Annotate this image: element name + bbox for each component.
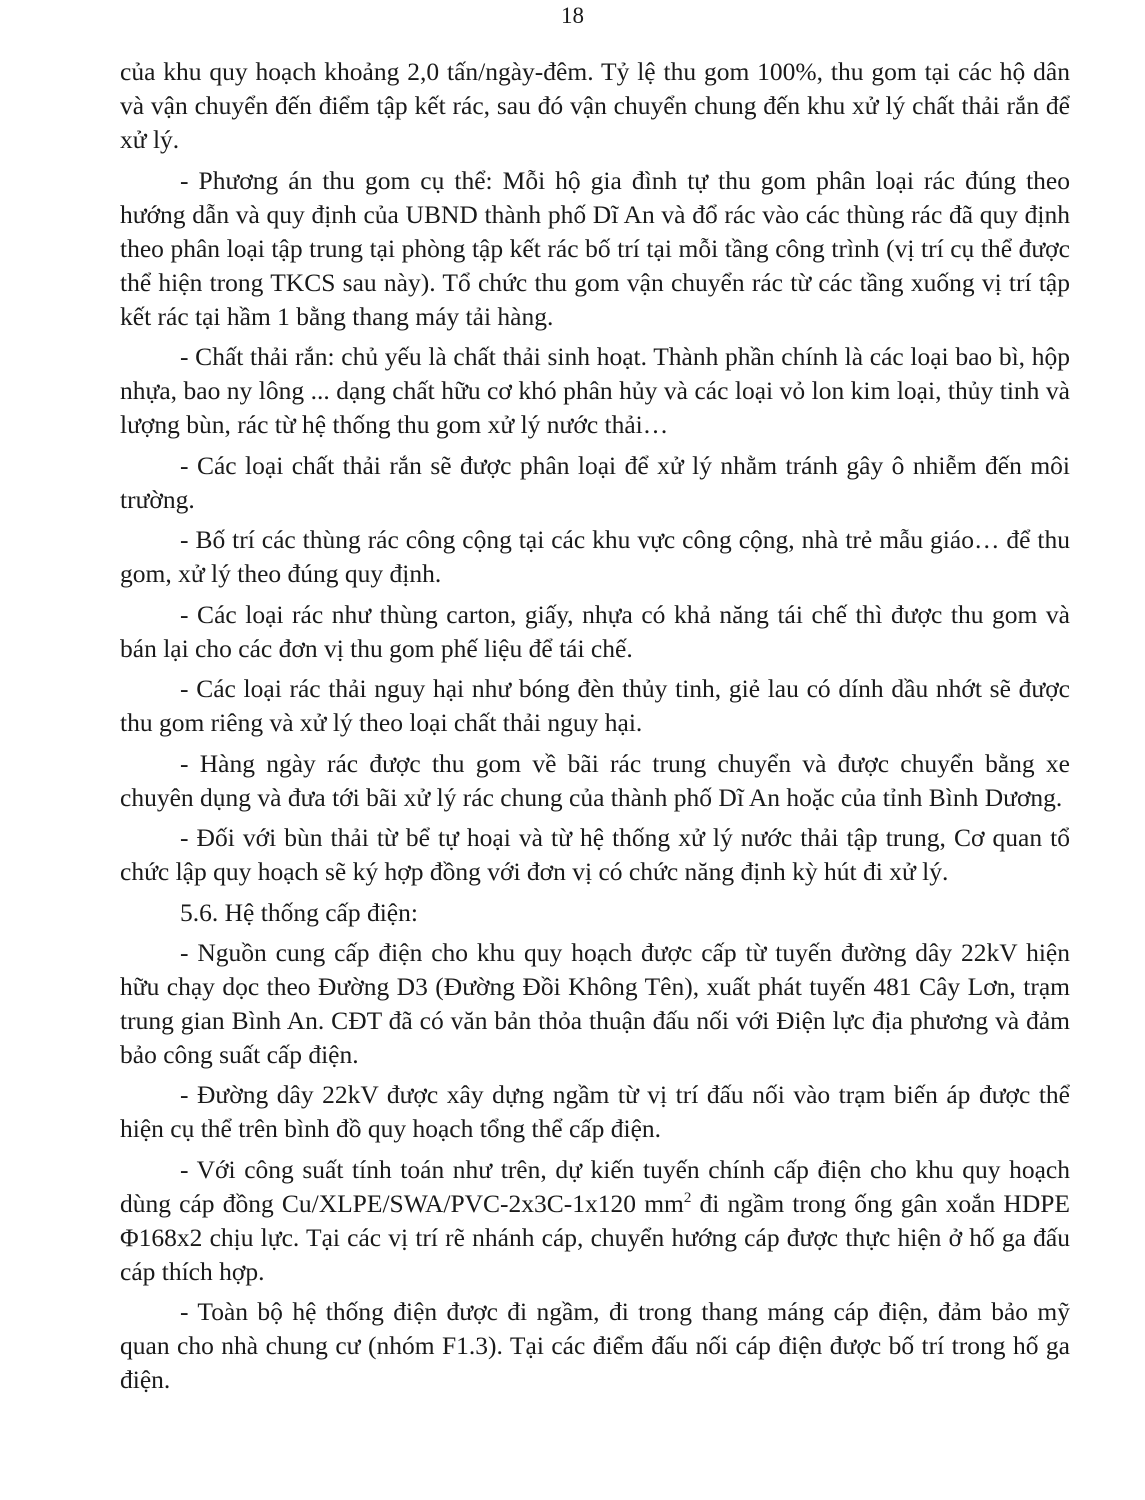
- recyclable-waste: - Các loại rác như thùng carton, giấy, nhựa có khả năng tái chế thì được thu gom và bán lại cho các đơn vị thu gom phế liệu để tái chế.: [120, 599, 1070, 663]
- cable-text-after: đi ngầm trong ống gân xoắn HDPE Φ168x2 chịu lực. Tại các vị trí rẽ nhánh cáp, chuyển hướng cáp được thực hiện ở hố ga đấu cáp thích hợp.: [120, 1188, 1070, 1286]
- main-cable-route: [120, 1153, 1070, 1289]
- underground-system: - Toàn bộ hệ thống điện được đi ngầm, đi trong thang máng cáp điện, đảm bảo mỹ quan cho nhà chung cư (nhóm F1.3). Tại các điểm đấu nối cáp điện được bố trí trong hố ga điện.: [120, 1297, 1070, 1394]
- section-heading: 5.6. Hệ thống cấp điện:: [180, 897, 418, 927]
- sludge-treatment: - Đối với bùn thải từ bể tự hoại và từ hệ thống xử lý nước thải tập trung, Cơ quan tổ chức lập quy hoạch sẽ ký hợp đồng với đơn vị có chức năng định kỳ hút đi xử lý.: [120, 823, 1070, 886]
- cable-unit-superscript: 2: [683, 1189, 692, 1206]
- solid-waste-composition: - Chất thải rắn: chủ yếu là chất thải sinh hoạt. Thành phần chính là các loại bao bì, hộp nhựa, bao ny lông ... dạng chất hữu cơ khó phân hủy và các loại vỏ lon kim loại, thủy tinh và lượng bùn, rác từ hệ thống thu gom xử lý nước thải…: [120, 342, 1070, 439]
- power-source: - Nguồn cung cấp điện cho khu quy hoạch được cấp từ tuyến đường dây 22kV hiện hữu chạy dọc theo Đường D3 (Đường Đồi Không Tên), xuất phát tuyến 481 Cây Lơn, trạm trung gian Bình An. CĐT đã có văn bản thỏa thuận đấu nối với Điện lực địa phương và đảm bảo công suất cấp điện.: [120, 937, 1070, 1069]
- waste-classification: - Các loại chất thải rắn sẽ được phân loại để xử lý nhằm tránh gây ô nhiễm đến môi trường.: [120, 450, 1070, 514]
- daily-collection: - Hàng ngày rác được thu gom về bãi rác trung chuyển và được chuyển bằng xe chuyên dụng và đưa tới bãi xử lý rác chung của thành phố Dĩ An hoặc của tỉnh Bình Dương.: [120, 748, 1070, 812]
- body-text: [120, 55, 1070, 1404]
- waste-collection-plan: - Phương án thu gom cụ thể: Mỗi hộ gia đình tự thu gom phân loại rác đúng theo hướng dẫn và quy định của UBND thành phố Dĩ An và đổ rác vào các thùng rác đã quy định theo phân loại tập trung tại phòng tập kết rác bố trí tại mỗi tầng công trình (vị trí cụ thể được thể hiện trong TKCS sau này). Tổ chức thu gom vận chuyển rác từ các tầng xuống vị trí tập kết rác tại hầm 1 bằng thang máy tải hàng.: [120, 165, 1070, 331]
- hazardous-waste: - Các loại rác thải nguy hại như bóng đèn thủy tinh, giẻ lau có dính dầu nhớt sẽ được thu gom riêng và xử lý theo loại chất thải nguy hại.: [120, 674, 1070, 737]
- cable-text-before: - Với công suất tính toán như trên, dự kiến tuyến chính cấp điện cho khu quy hoạch dùng cáp đồng Cu/XLPE/SWA/PVC-2x3C-1x120 mm: [120, 1154, 1070, 1218]
- page-number: 18: [561, 3, 584, 28]
- public-bins: - Bố trí các thùng rác công cộng tại các khu vực công cộng, nhà trẻ mẫu giáo… để thu gom, xử lý theo đúng quy định.: [120, 525, 1070, 588]
- underground-line: - Đường dây 22kV được xây dựng ngầm từ vị trí đấu nối vào trạm biến áp được thể hiện cụ thể trên bình đồ quy hoạch tổng thể cấp điện.: [120, 1080, 1070, 1143]
- intro-paragraph: của khu quy hoạch khoảng 2,0 tấn/ngày-đêm. Tỷ lệ thu gom 100%, thu gom tại các hộ dân và vận chuyển đến điểm tập kết rác, sau đó vận chuyển chung đến khu xử lý chất thải rắn để xử lý.: [120, 57, 1070, 154]
